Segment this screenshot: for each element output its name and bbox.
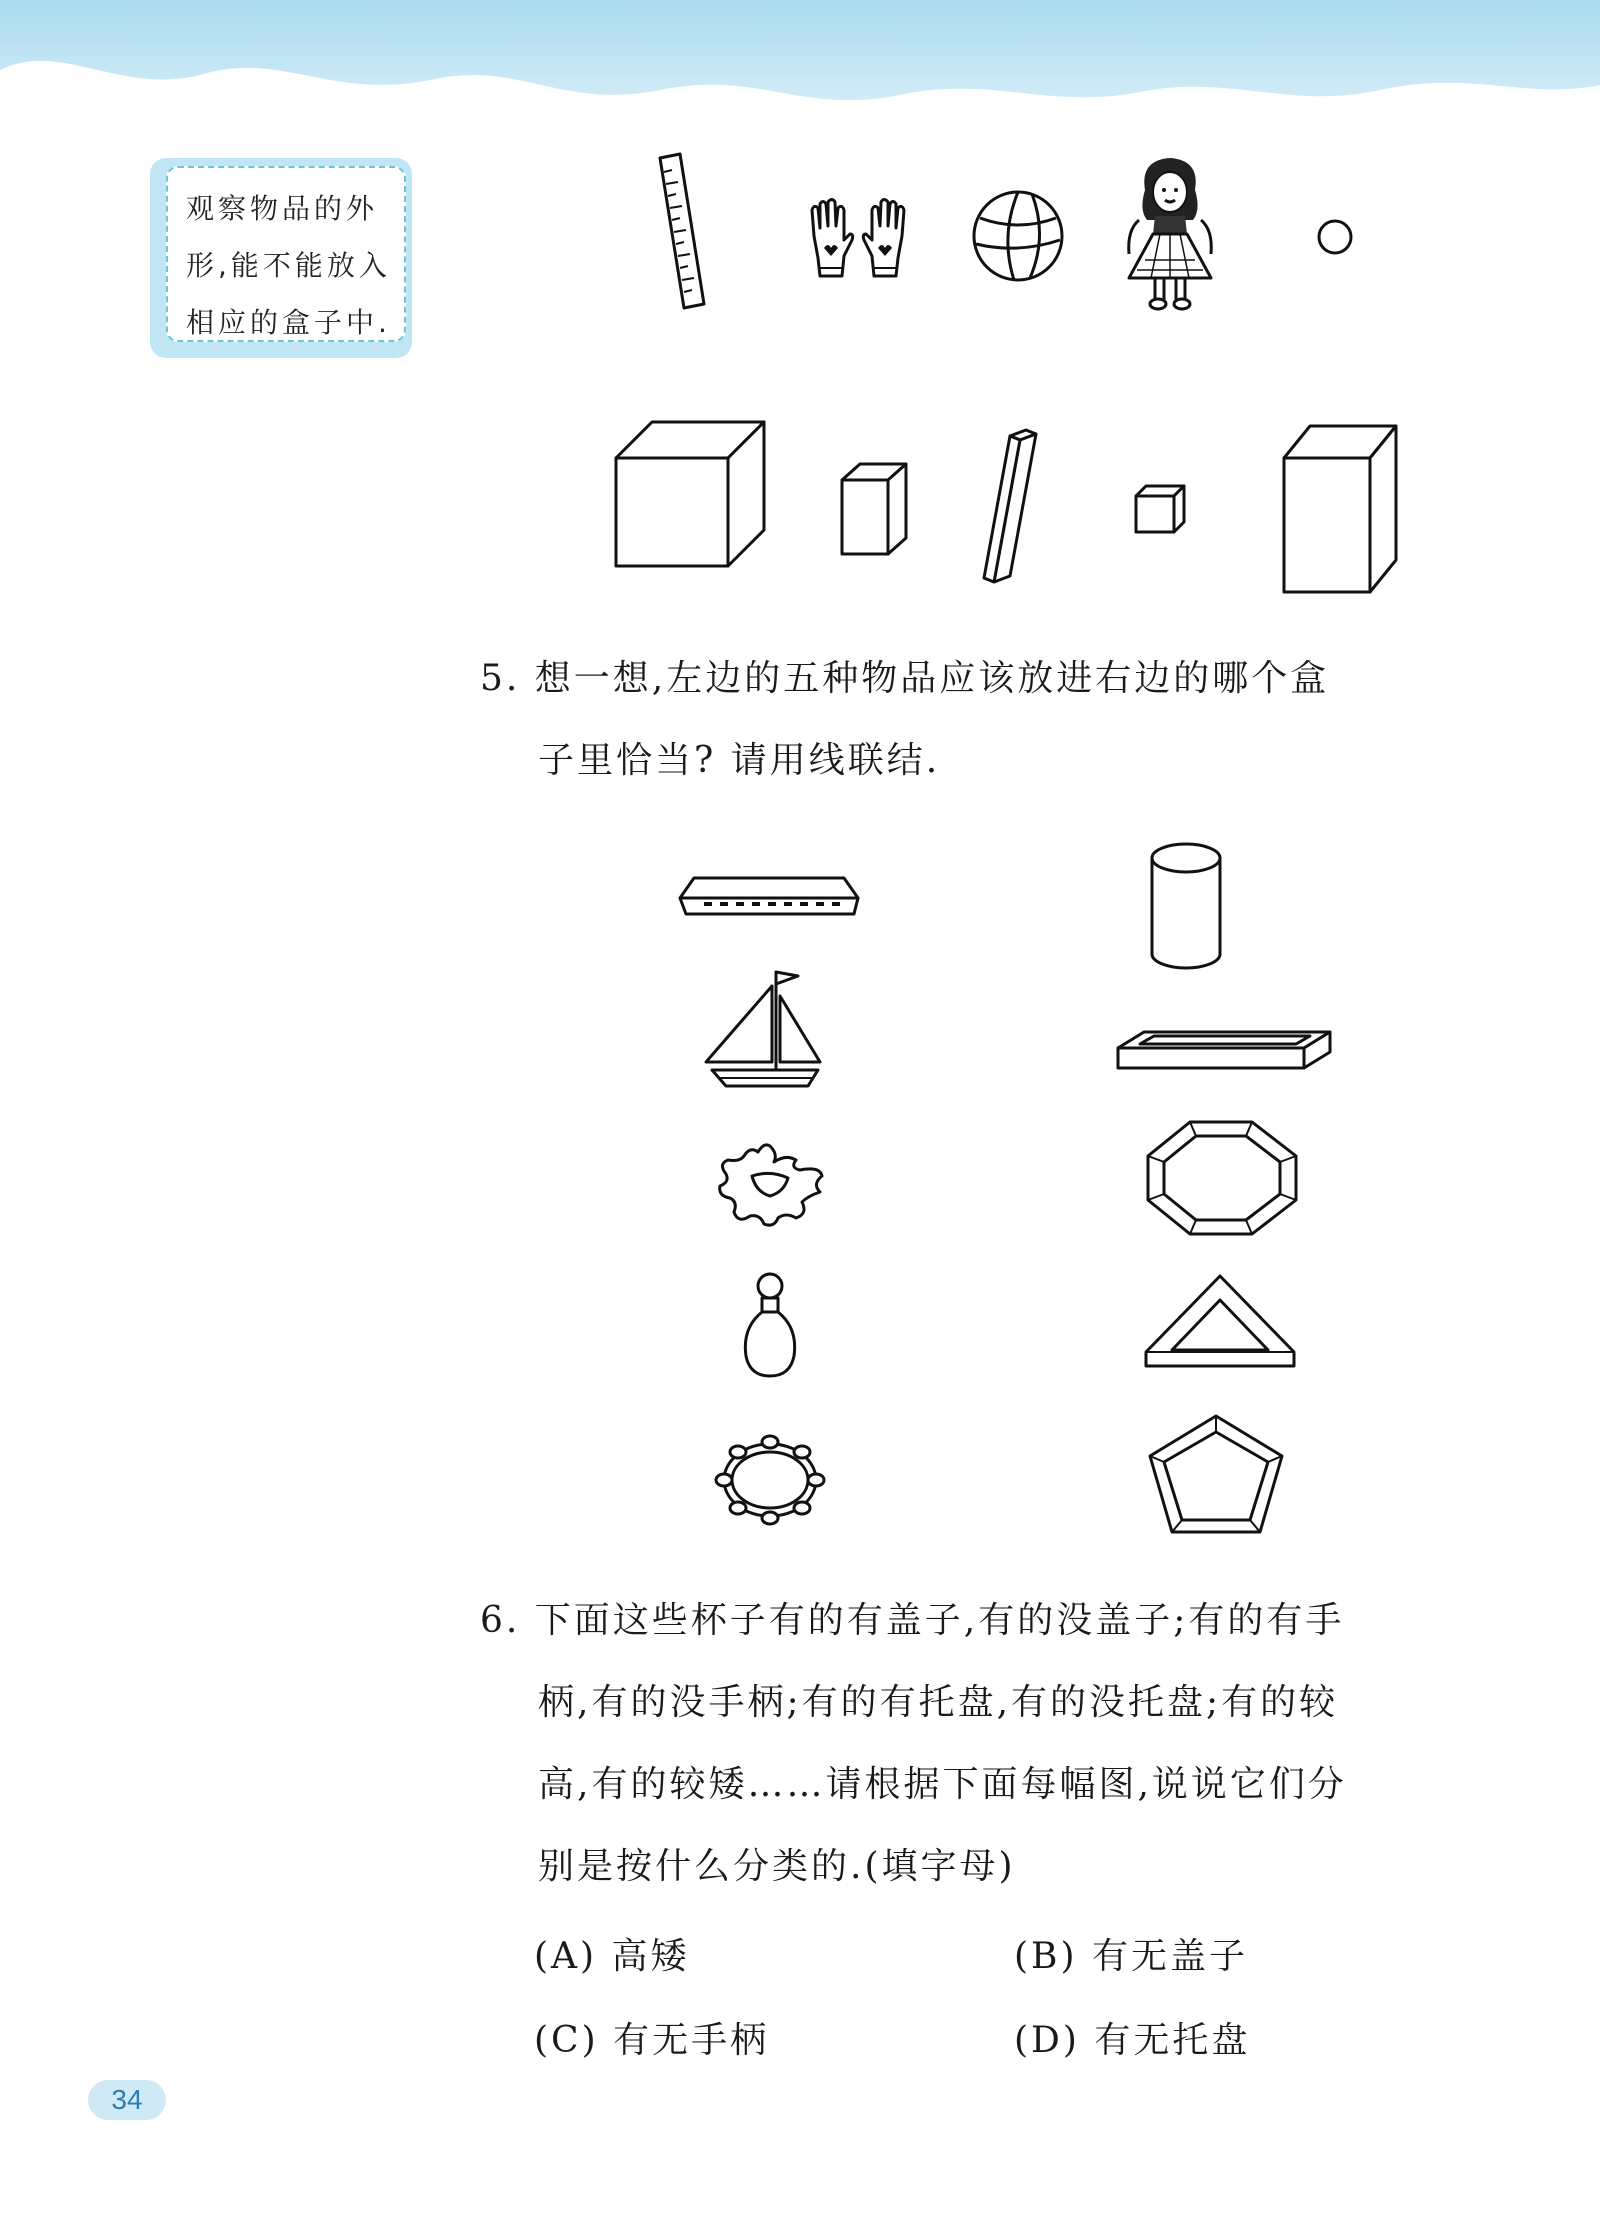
question-6-line-4: 别是按什么分类的.(填字母) <box>538 1846 1016 1887</box>
cylinder-box-icon <box>1146 838 1226 974</box>
pentagon-box-icon <box>1144 1410 1288 1538</box>
tip-line: 形,能不能放入 <box>186 249 391 282</box>
small-box-icon <box>838 460 910 558</box>
tip-box <box>150 158 412 358</box>
sailboat-icon <box>700 966 836 1096</box>
question-5-line-1: 5. 想一想,左边的五种物品应该放进右边的哪个盒 <box>480 658 1330 699</box>
tip-line: 相应的盒子中. <box>186 306 391 339</box>
option-b: (B) 有无盖子 <box>1014 1936 1248 1977</box>
long-stick-box-icon <box>970 426 1040 586</box>
small-ball-icon <box>1316 218 1354 256</box>
tiny-cube-box-icon <box>1132 482 1188 536</box>
option-d: (D) 有无托盘 <box>1014 2020 1251 2061</box>
snowflake-icon <box>712 1140 828 1230</box>
tambourine-icon <box>714 1424 826 1536</box>
question-6-line-2: 柄,有的没手柄;有的有托盘,有的没托盘;有的较 <box>538 1682 1339 1723</box>
gloves-icon <box>808 196 908 282</box>
ball-icon <box>970 188 1066 284</box>
question-5-line-2: 子里恰当? 请用线联结. <box>538 740 941 781</box>
flat-rect-box-icon <box>1114 1028 1334 1072</box>
option-a: (A) 高矮 <box>534 1936 690 1977</box>
harmonica-icon <box>676 872 862 920</box>
octagon-box-icon <box>1140 1116 1304 1240</box>
sky-header-decoration <box>0 0 1600 150</box>
question-6-line-1: 6. 下面这些杯子有的有盖子,有的没盖子;有的有手 <box>480 1600 1345 1641</box>
option-c: (C) 有无手柄 <box>534 2020 770 2061</box>
question-6-line-3: 高,有的较矮……请根据下面每幅图,说说它们分 <box>538 1764 1347 1805</box>
bottle-icon <box>738 1270 802 1382</box>
page-number: 34 <box>88 2080 166 2120</box>
large-cube-box-icon <box>612 418 768 570</box>
tall-box-icon <box>1280 422 1400 596</box>
ruler-icon <box>650 152 710 312</box>
tip-line: 观察物品的外 <box>186 192 379 225</box>
tip-text <box>166 166 406 342</box>
triangle-box-icon <box>1142 1272 1298 1370</box>
doll-icon <box>1115 150 1225 315</box>
